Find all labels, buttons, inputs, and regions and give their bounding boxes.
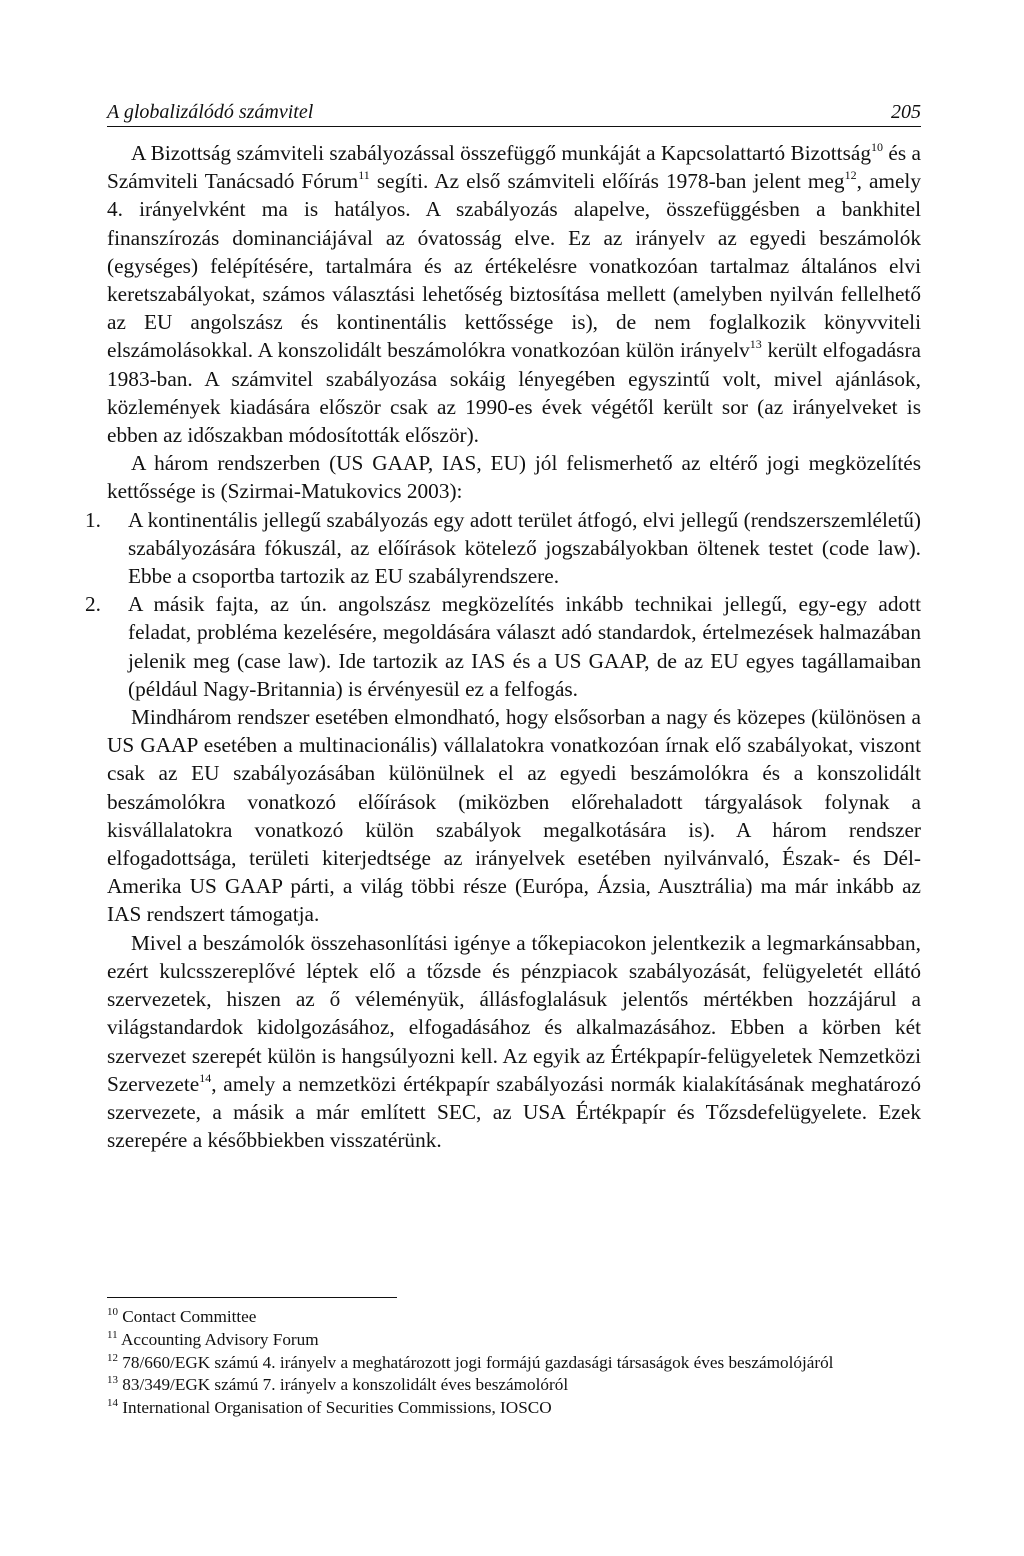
text-run: Mivel a beszámolók összehasonlítási igénye a tőkepiacokon jelentkezik a legmarkánsabban, ezért kulcsszereplővé léptek elő a tőzsde és pénzpiacok szabályozását, felügyeletét ellátó szervezetek, hiszen az ő véleményük, állásfoglalásuk jelentős mértékben hozzájárul a világstandardok kidolgozásához, elfogadásához és alkalmazásához. Ebben a körben két szervezet szerepét külön is hangsúlyozni kell. Az egyik az Értékpapír-felügyeletek Nemzetközi Szervezete [107, 930, 921, 1096]
footnote-13 [107, 1374, 921, 1397]
footnote-text: Contact Committee [122, 1307, 257, 1326]
paragraph-3: Mindhárom rendszer esetében elmondható, hogy elsősorban a nagy és közepes (különösen a US GAAP esetében a multinacionális) vállalatokra vonatkozóan írnak elő szabályokat, viszont csak az EU szabályozásában különülnek el az egyedi beszámolókra és a konszolidált beszámolókra vonatkozó előírások (miközben előrehaladott tárgyalások folynak a kisvállalatokra vonatkozó külön szabályok megalkotására is). A három rendszer elfogadottsága, területi kiterjedtsége az irányelvek esetében nyilvánvaló, Észak- és Dél-Amerika US GAAP párti, a világ többi része (Európa, Ázsia, Ausztrália) ma már inkább az IAS rendszert támogatja. [107, 705, 921, 927]
footnote-divider [107, 1297, 397, 1298]
footnote-number: 14 [107, 1397, 118, 1410]
footnote-10 [107, 1306, 921, 1329]
text-run: , amely 4. irányelvként ma is hatályos. A szabályozás alapelve, összefüggésben a bankhitel finanszírozás dominanciájával az óvatosság elve. Ez az irányelv az egyedi beszámolók (egységes) felépítésére, tartalmára és az értékelésre vonatkozóan tartalmaz általános elvi keretszabályokat, számos választási lehetőség biztosítása mellett (amelyben nyilván fellelhető az EU angolszász és kontinentális kettőssége is), de nem foglalkozik könyvviteli elszámolásokkal. A konszolidált beszámolókra vonatkozóan külön irányelv [107, 169, 922, 363]
list-item-number: 1. [85, 507, 101, 532]
text-run: és a Számviteli Tanácsadó Fórum [107, 141, 922, 194]
footnote-14 [107, 1397, 921, 1420]
text-run: A Bizottság számviteli szabályozással összefüggő munkáját a Kapcsolattartó Bizottság [131, 141, 871, 165]
footnote-11 [107, 1329, 921, 1352]
footnote-12 [107, 1352, 921, 1375]
footnote-ref-10[interactable]: 10 [870, 140, 883, 154]
running-title: A globalizálódó számvitel [107, 101, 314, 123]
footnote-ref-14[interactable]: 14 [199, 1070, 212, 1085]
paragraph-2: A három rendszerben (US GAAP, IAS, EU) jól felismerhető az eltérő jogi megközelítés kettőssége is (Szirmai-Matukovics 2003): [107, 451, 921, 504]
footnote-ref-11[interactable]: 11 [358, 168, 370, 183]
footnote-number: 12 [107, 1351, 118, 1364]
footnote-ref-13[interactable]: 13 [749, 337, 762, 352]
footnote-number: 11 [107, 1328, 118, 1341]
footnotes [107, 1297, 921, 1420]
list-item-text: A másik fajta, az ún. angolszász megközelítés inkább technikai jellegű, egy-egy adott feladat, probléma kezelésére, megoldására választ adó standardok, értelmezések halmazában jelenik meg (case law). Ide tartozik az IAS és a US GAAP, de az EU egyes tagállamaiban (például Nagy-Britannia) is érvényesül ez a felfogás. [128, 592, 921, 701]
body-text [85, 139, 922, 1154]
footnote-text: International Organisation of Securities Commissions, IOSCO [122, 1398, 552, 1418]
footnote-ref-12[interactable]: 12 [844, 168, 857, 183]
running-header [107, 100, 921, 127]
page-number: 205 [891, 101, 921, 123]
paragraph-1 [107, 139, 921, 449]
footnote-number: 13 [107, 1374, 118, 1387]
page-content [85, 100, 922, 1154]
list-item-number: 2. [85, 592, 101, 617]
text-run: segíti. Az első számviteli előírás 1978-ban jelent meg [369, 169, 845, 194]
footnote-number: 10 [107, 1306, 118, 1318]
numbered-list [85, 506, 921, 703]
list-item-text: A kontinentális jellegű szabályozás egy adott terület átfogó, elvi jellegű (rendszerszemléletű) szabályozására fókuszál, az előírások kötelező jogszabályokban öltenek testet (code law). Ebbe a csoportba tartozik az EU szabályrendszere. [128, 507, 921, 589]
paragraph-4 [107, 929, 921, 1155]
list-item [85, 506, 921, 591]
list-item [85, 590, 921, 703]
text-run: , amely a nemzetközi értékpapír szabályozási normák kialakításának meghatározó szervezete, a másik a már említett SEC, az USA Értékpapír és Tőzsdefelügyelete. Ezek szerepére a későbbiekben visszatérünk. [107, 1071, 921, 1153]
text-run: került elfogadásra 1983-ban. A számvitel szabályozása sokáig lényegében egyszintű volt, mivel ajánlások, közlemények kiadására először csak az 1990-es évek végétől került sor (az irányelveket is ebben az időszakban módosították először). [107, 338, 921, 448]
footnote-text: 83/349/EGK számú 7. irányelv a konszolidált éves beszámolóról [122, 1375, 569, 1395]
footnote-text: Accounting Advisory Forum [120, 1329, 319, 1349]
footnote-text: 78/660/EGK számú 4. irányelv a meghatározott jogi formájú gazdasági társaságok éves beszámolójáról [122, 1352, 834, 1372]
